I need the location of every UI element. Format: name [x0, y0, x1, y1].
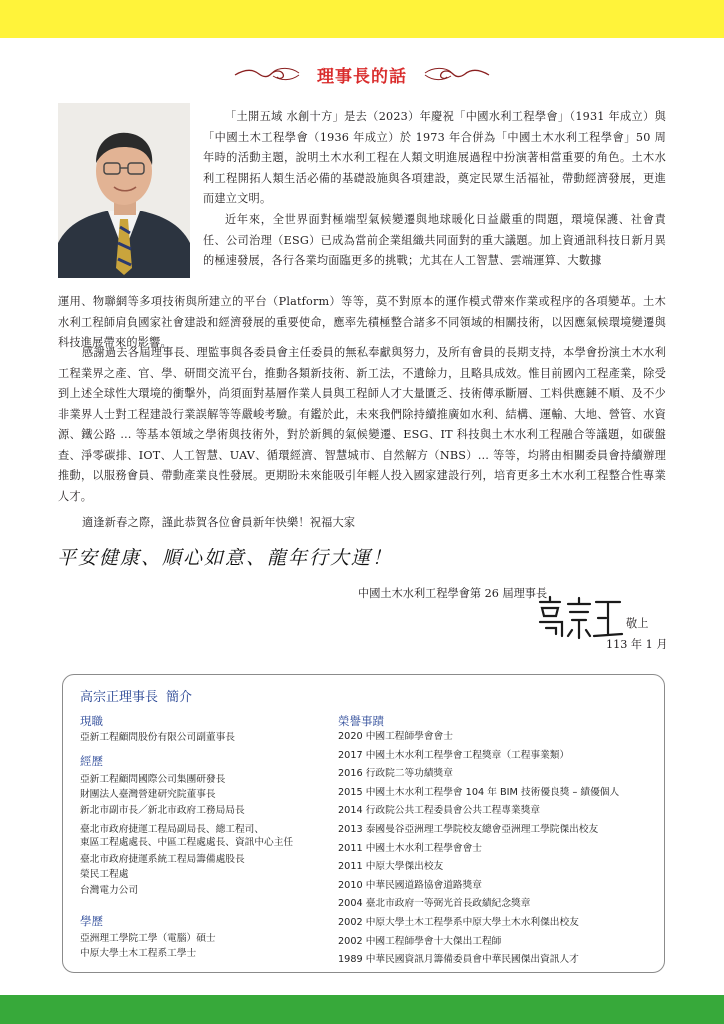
new-year-blessing: 平安健康、順心如意、龍年行大運！	[57, 547, 394, 569]
handwritten-signature	[536, 594, 624, 640]
experience-list-rest	[80, 852, 245, 898]
list-item: 2017 中國土木水利工程學會工程獎章（工程事業類）	[338, 749, 570, 761]
list-item: 亞新工程顧問國際公司集團研發長	[80, 774, 226, 785]
page-title-row	[0, 62, 724, 86]
paragraph-2: 近年來，全世界面對極端型氣候變遷與地球暖化日益嚴重的問題，環境保護、社會責任、公司治理（ESG）已成為當前企業組織共同面對的重大議題。加上資通訊科技日新月異的極速發展，各行各業均面臨更多的挑戰；尤其在人工智慧、雲端運算、大數據	[203, 213, 666, 267]
signature-suffix: 敬上	[626, 617, 649, 630]
list-item: 2015 中國土木水利工程學會 104 年 BIM 技術優良獎 – 績優個人	[338, 786, 620, 798]
paragraph-2-continued: 運用、物聯網等多項技術與所建立的平台（Platform）等等，莫不對原本的運作模式帶來作業或程序的各項變革。土木水利工程師肩負國家社會建設和經濟發展的重要使命，應率先積極整合諸多不同領域的相關技術，以因應氣候環境變遷與科技進展帶來的影響。	[58, 295, 666, 349]
paragraph-1: 「土開五域 水創十方」是去（2023）年慶祝「中國水利工程學會」（1931 年成立）與「中國土木工程學會（1936 年成立）於 1973 年合併為「中國土木水利工程學會」50 周年時的活動主題，說明土木水利工程在人類文明進展過程中扮演著相當重要的角色。土木水利工程開拓人類生活必備的基礎設施與各項建設，奠定民眾生活福祉，帶動經濟發展，更進而建立文明。	[203, 110, 666, 205]
experience-list-multiline	[80, 824, 293, 849]
list-item: 東區工程處處長、中區工程處處長、資訊中心主任	[80, 836, 294, 848]
current-position-label: 現職	[80, 714, 103, 728]
signatory-title: 中國土木水利工程學會第 26 屆理事長	[358, 587, 548, 600]
list-item: 2013 泰國曼谷亞洲理工學院校友總會亞洲理工學院傑出校友	[338, 823, 599, 835]
list-item: 2016 行政院二等功績獎章	[338, 768, 453, 780]
top-color-bar	[0, 0, 724, 38]
chairman-portrait	[58, 103, 190, 278]
experience-list	[80, 772, 245, 818]
list-item: 財團法人臺灣營建研究院董事長	[80, 789, 216, 801]
list-item: 亞洲理工學院工學（電腦）碩士	[80, 933, 216, 944]
list-item: 臺北市政府捷運工程局副局長、總工程司、	[80, 824, 265, 835]
list-item: 中原大學土木工程系工學士	[80, 948, 197, 960]
page-title: 理事長的話	[317, 66, 407, 87]
list-item: 臺北市政府捷運系統工程局籌備處股長	[80, 854, 245, 865]
right-flourish-icon	[421, 66, 491, 82]
list-item: 2011 中國土木水利工程學會會士	[338, 842, 482, 854]
education-list	[80, 931, 216, 962]
list-item: 1989 中華民國資訊月籌備委員會中華民國傑出資訊人才	[338, 954, 579, 966]
list-item: 榮民工程處	[80, 869, 129, 881]
list-item: 2020 中國工程師學會會士	[338, 731, 453, 742]
experience-label: 經歷	[80, 754, 103, 768]
signature-date: 113 年 1 月	[606, 638, 668, 651]
list-item: 亞新工程顧問股份有限公司副董事長	[80, 732, 235, 743]
list-item: 新北市副市長／新北市政府工務局局長	[80, 804, 245, 816]
bio-heading-name: 高宗正理事長	[80, 690, 159, 705]
current-position-list	[80, 730, 235, 745]
list-item: 2002 中國工程師學會十大傑出工程師	[338, 935, 502, 947]
list-item: 2014 行政院公共工程委員會公共工程專業獎章	[338, 805, 541, 817]
list-item: 2002 中原大學土木工程學系中原大學土木水利傑出校友	[338, 916, 579, 928]
bio-heading-label: 簡介	[166, 690, 193, 705]
honors-label: 榮譽事蹟	[338, 714, 384, 728]
left-flourish-icon	[233, 66, 303, 82]
list-item: 台灣電力公司	[80, 884, 139, 896]
education-label: 學歷	[80, 914, 103, 928]
list-item: 2010 中華民國道路協會道路獎章	[338, 879, 482, 891]
list-item: 2011 中原大學傑出校友	[338, 861, 444, 873]
paragraph-4: 適逢新春之際，謹此恭賀各位會員新年快樂！祝福大家	[82, 516, 356, 529]
paragraph-3: 感謝過去各屆理事長、理監事與各委員會主任委員的無私奉獻與努力，及所有會員的長期支持，本學會扮演土木水利工程業界之產、官、學、研間交流平台，推動各類新技術、新工法，不遺餘力，且略具成效。惟目前國內工程產業，除受到上述全球性大環境的衝擊外，尚須面對基層作業人員與工程師人才大量匱乏、技術傳承斷層、工料供應鏈不順、及不少非業界人士對工程建設行業誤解等等嚴峻考驗。有鑑於此，未來我們除持續推廣如水利、結構、運輸、大地、營管、水資源、鐵公路 … 等基本領域之學術與技術外，對於新興的氣候變遷、ESG、IT 科技與土木水利工程融合等議題，如碳盤查、淨零碳排、IOT、人工智慧、UAV、循環經濟、智慧城市、自然解方（NBS）… 等等，均將由相關委員會持續辦理推動，以服務會員、帶動產業良性發展。更期盼未來能吸引年輕人投入國家建設行列，培育更多土木水利工程整合性專業人才。	[58, 346, 666, 503]
bio-heading	[80, 686, 192, 705]
bottom-color-bar	[0, 995, 724, 1024]
list-item: 2004 臺北市政府一等弼光首長政績紀念獎章	[338, 898, 531, 910]
honors-list	[338, 728, 619, 970]
